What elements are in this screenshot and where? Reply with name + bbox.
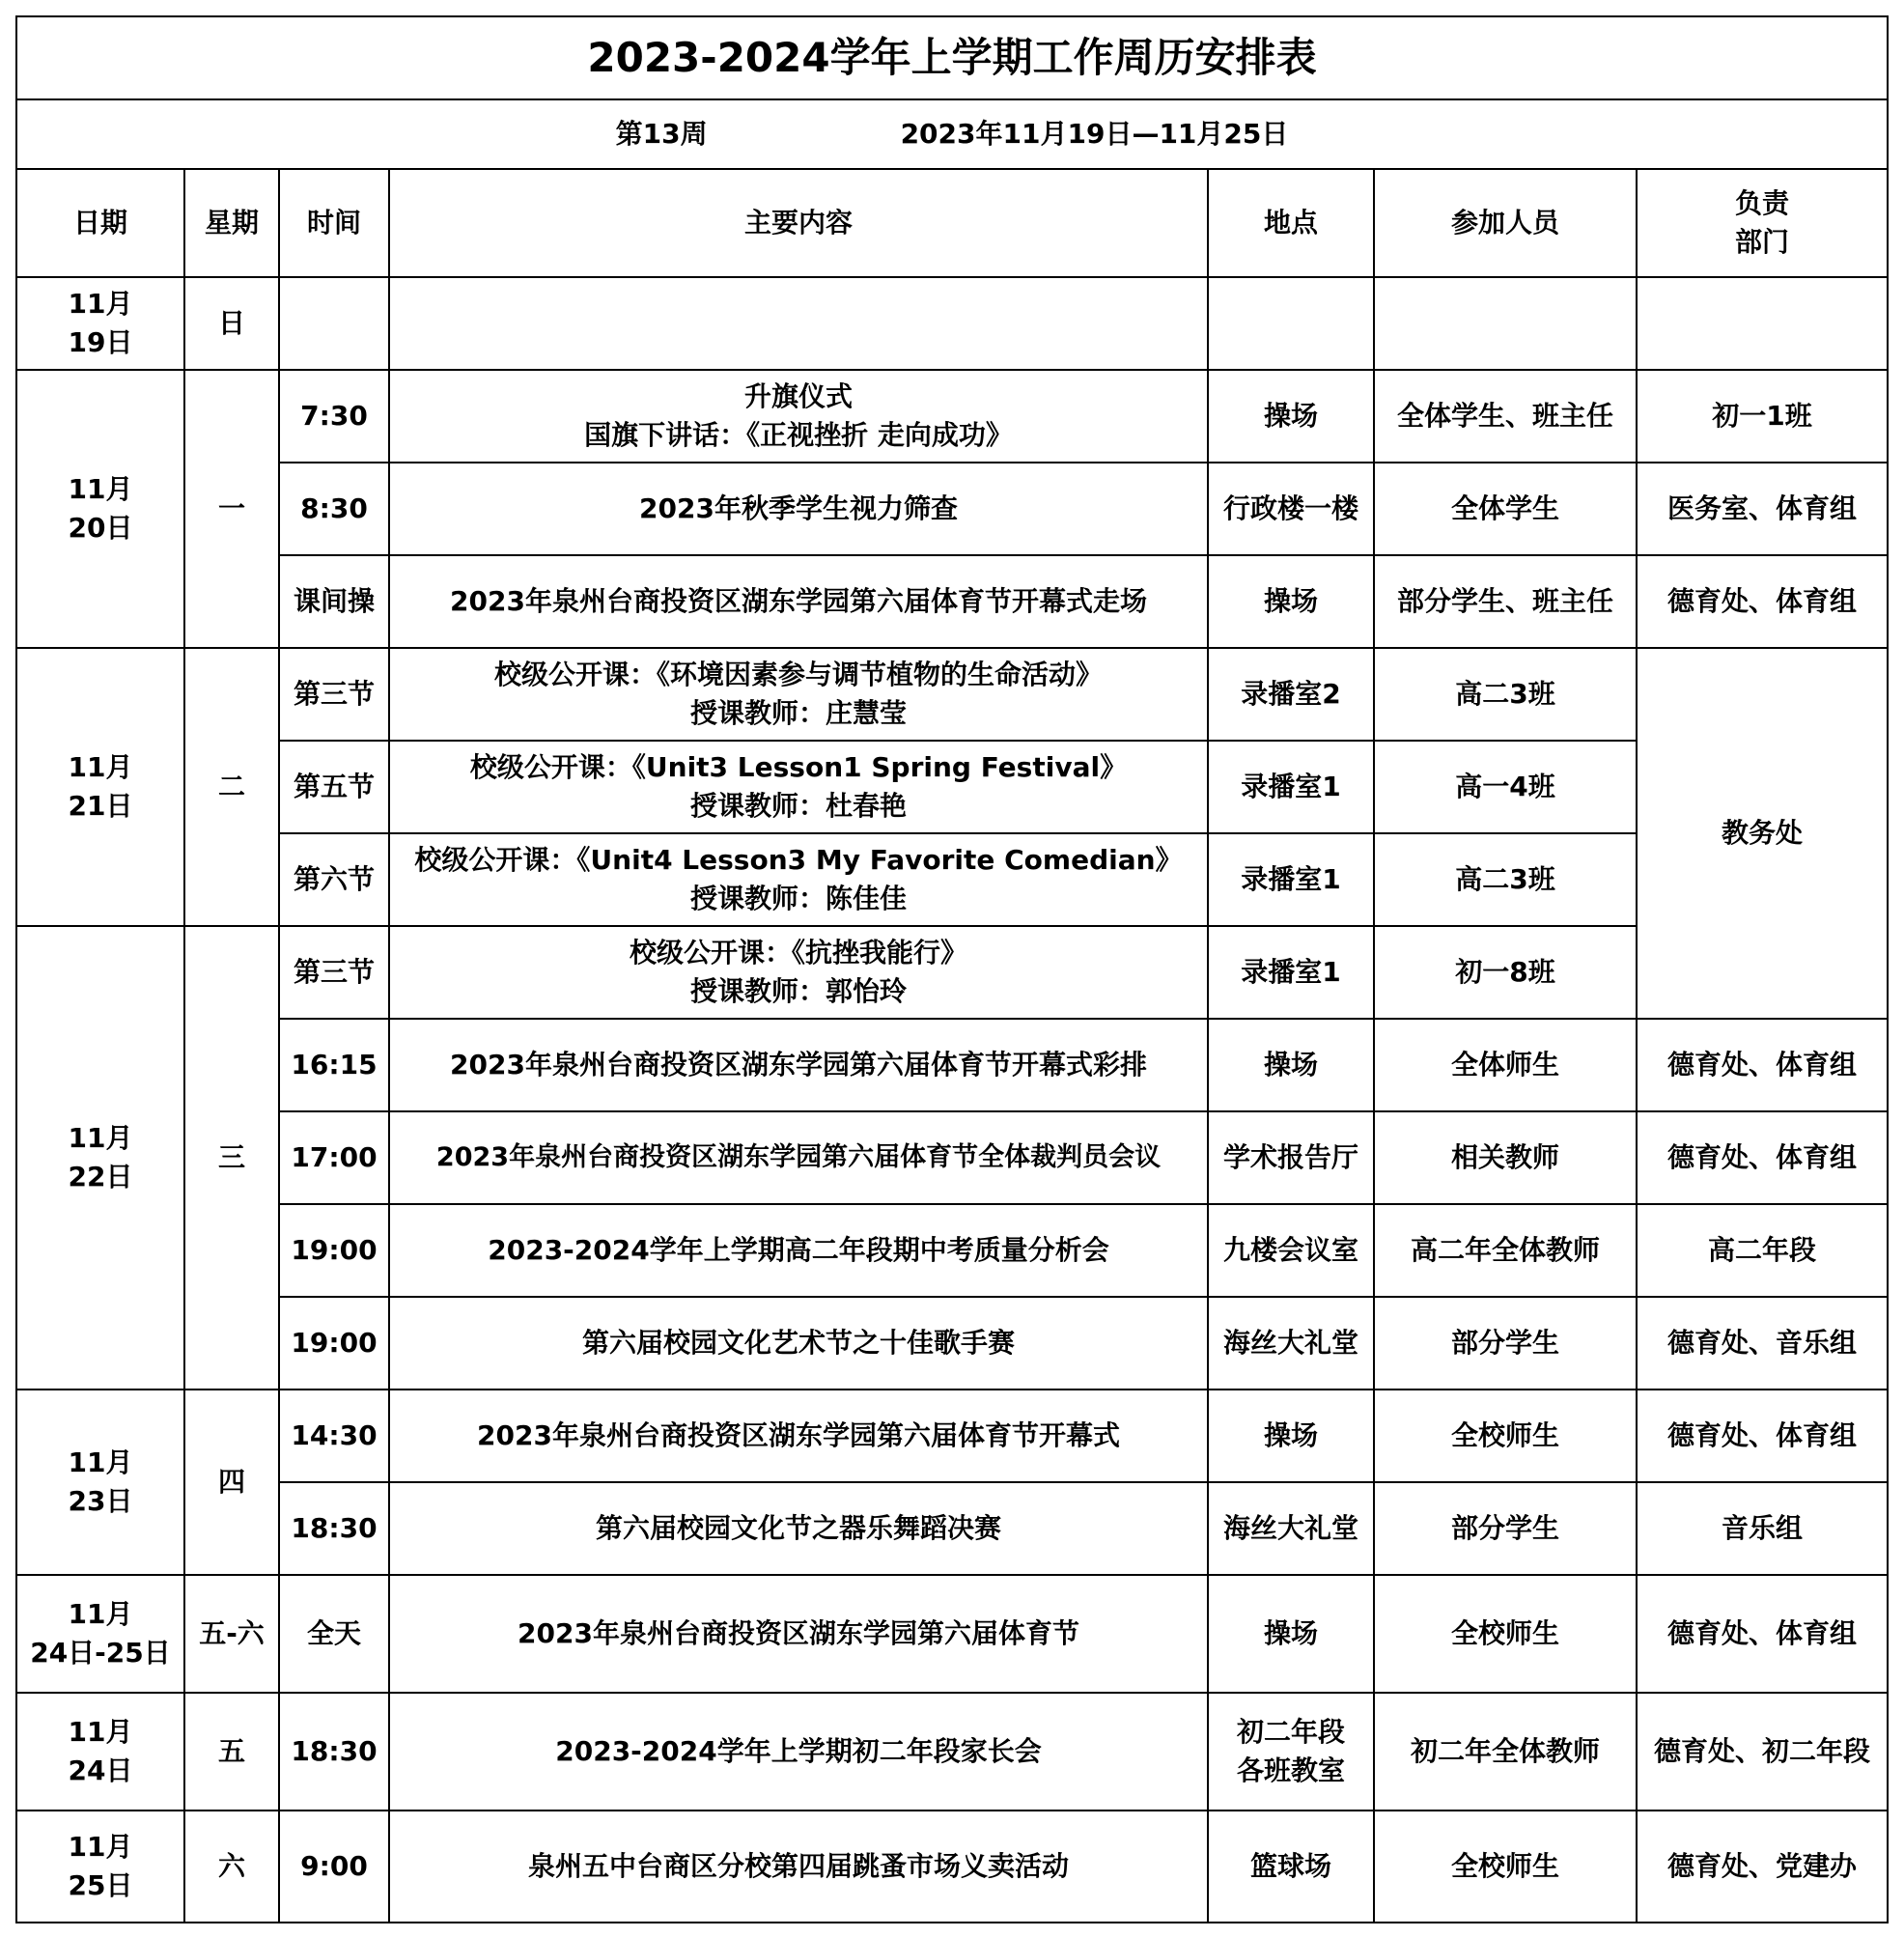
content-cell: 2023年泉州台商投资区湖东学园第六届体育节开幕式彩排 bbox=[389, 1019, 1208, 1111]
date-cell: 11月 20日 bbox=[16, 370, 184, 648]
place-cell: 操场 bbox=[1208, 1390, 1374, 1482]
place-cell: 行政楼一楼 bbox=[1208, 463, 1374, 555]
content-cell: 2023年泉州台商投资区湖东学园第六届体育节 bbox=[389, 1575, 1208, 1693]
participants-cell: 部分学生 bbox=[1374, 1482, 1637, 1575]
participants-cell: 部分学生、班主任 bbox=[1374, 555, 1637, 648]
header-time: 时间 bbox=[279, 169, 389, 277]
content-cell: 泉州五中台商区分校第四届跳蚤市场义卖活动 bbox=[389, 1811, 1208, 1923]
content-cell: 第六届校园文化艺术节之十佳歌手赛 bbox=[389, 1297, 1208, 1390]
place-cell: 学术报告厅 bbox=[1208, 1111, 1374, 1204]
table-row bbox=[16, 926, 1888, 1019]
page-title: 2023-2024学年上学期工作周历安排表 bbox=[16, 16, 1888, 99]
dept-cell: 教务处 bbox=[1637, 648, 1888, 1019]
time-cell: 第三节 bbox=[279, 648, 389, 741]
place-cell bbox=[1208, 277, 1374, 370]
participants-cell: 初二年全体教师 bbox=[1374, 1693, 1637, 1811]
header-place: 地点 bbox=[1208, 169, 1374, 277]
time-cell: 18:30 bbox=[279, 1482, 389, 1575]
participants-cell: 高二年全体教师 bbox=[1374, 1204, 1637, 1297]
date-cell: 11月 25日 bbox=[16, 1811, 184, 1923]
place-cell: 录播室1 bbox=[1208, 833, 1374, 926]
table-row bbox=[16, 741, 1888, 833]
table-row bbox=[16, 833, 1888, 926]
time-cell: 课间操 bbox=[279, 555, 389, 648]
dept-cell: 医务室、体育组 bbox=[1637, 463, 1888, 555]
participants-cell: 初一8班 bbox=[1374, 926, 1637, 1019]
weekday-cell: 三 bbox=[184, 926, 279, 1390]
date-cell: 11月 21日 bbox=[16, 648, 184, 926]
content-cell: 校级公开课：《Unit4 Lesson3 My Favorite Comedian》 授课教师：陈佳佳 bbox=[389, 833, 1208, 926]
schedule-table bbox=[15, 15, 1889, 1923]
table-row bbox=[16, 1811, 1888, 1923]
participants-cell: 全体师生 bbox=[1374, 1019, 1637, 1111]
table-row bbox=[16, 1693, 1888, 1811]
place-cell: 海丝大礼堂 bbox=[1208, 1297, 1374, 1390]
content-cell bbox=[389, 277, 1208, 370]
weekday-cell: 四 bbox=[184, 1390, 279, 1575]
participants-cell: 全体学生 bbox=[1374, 463, 1637, 555]
header-weekday: 星期 bbox=[184, 169, 279, 277]
dept-cell: 德育处、体育组 bbox=[1637, 555, 1888, 648]
dept-cell: 高二年段 bbox=[1637, 1204, 1888, 1297]
date-cell: 11月 19日 bbox=[16, 277, 184, 370]
header-content: 主要内容 bbox=[389, 169, 1208, 277]
place-cell: 录播室1 bbox=[1208, 926, 1374, 1019]
dept-cell: 德育处、党建办 bbox=[1637, 1811, 1888, 1923]
table-row bbox=[16, 1111, 1888, 1204]
table-row bbox=[16, 1390, 1888, 1482]
participants-cell: 相关教师 bbox=[1374, 1111, 1637, 1204]
header-participants: 参加人员 bbox=[1374, 169, 1637, 277]
weekday-cell: 五 bbox=[184, 1693, 279, 1811]
content-cell: 2023年泉州台商投资区湖东学园第六届体育节全体裁判员会议 bbox=[389, 1111, 1208, 1204]
participants-cell: 全校师生 bbox=[1374, 1575, 1637, 1693]
content-cell: 校级公开课：《Unit3 Lesson1 Spring Festival》 授课教师：杜春艳 bbox=[389, 741, 1208, 833]
week-label: 第13周 bbox=[615, 118, 708, 150]
table-row bbox=[16, 370, 1888, 463]
place-cell: 操场 bbox=[1208, 555, 1374, 648]
place-cell: 篮球场 bbox=[1208, 1811, 1374, 1923]
date-cell: 11月 22日 bbox=[16, 926, 184, 1390]
table-row bbox=[16, 1204, 1888, 1297]
content-cell: 校级公开课：《环境因素参与调节植物的生命活动》 授课教师：庄慧莹 bbox=[389, 648, 1208, 741]
place-cell: 九楼会议室 bbox=[1208, 1204, 1374, 1297]
content-cell: 2023-2024学年上学期高二年段期中考质量分析会 bbox=[389, 1204, 1208, 1297]
content-cell: 第六届校园文化节之器乐舞蹈决赛 bbox=[389, 1482, 1208, 1575]
time-cell bbox=[279, 277, 389, 370]
dept-cell: 德育处、体育组 bbox=[1637, 1019, 1888, 1111]
dept-cell: 初一1班 bbox=[1637, 370, 1888, 463]
content-cell: 2023年泉州台商投资区湖东学园第六届体育节开幕式 bbox=[389, 1390, 1208, 1482]
table-row bbox=[16, 1297, 1888, 1390]
time-cell: 第六节 bbox=[279, 833, 389, 926]
place-cell: 录播室2 bbox=[1208, 648, 1374, 741]
time-cell: 7:30 bbox=[279, 370, 389, 463]
place-cell: 海丝大礼堂 bbox=[1208, 1482, 1374, 1575]
place-cell: 初二年段 各班教室 bbox=[1208, 1693, 1374, 1811]
header-dept: 负责 部门 bbox=[1637, 169, 1888, 277]
table-row bbox=[16, 555, 1888, 648]
header-date: 日期 bbox=[16, 169, 184, 277]
participants-cell: 全校师生 bbox=[1374, 1811, 1637, 1923]
time-cell: 19:00 bbox=[279, 1297, 389, 1390]
weekday-cell: 五-六 bbox=[184, 1575, 279, 1693]
dept-cell: 音乐组 bbox=[1637, 1482, 1888, 1575]
time-cell: 19:00 bbox=[279, 1204, 389, 1297]
time-cell: 14:30 bbox=[279, 1390, 389, 1482]
dept-cell bbox=[1637, 277, 1888, 370]
content-cell: 升旗仪式 国旗下讲话：《正视挫折 走向成功》 bbox=[389, 370, 1208, 463]
date-cell: 11月 23日 bbox=[16, 1390, 184, 1575]
place-cell: 操场 bbox=[1208, 1019, 1374, 1111]
dept-cell: 德育处、初二年段 bbox=[1637, 1693, 1888, 1811]
time-cell: 17:00 bbox=[279, 1111, 389, 1204]
weekday-cell: 日 bbox=[184, 277, 279, 370]
content-cell: 校级公开课：《抗挫我能行》 授课教师：郭怡玲 bbox=[389, 926, 1208, 1019]
date-cell: 11月 24日 bbox=[16, 1693, 184, 1811]
dept-cell: 德育处、体育组 bbox=[1637, 1575, 1888, 1693]
participants-cell: 高二3班 bbox=[1374, 833, 1637, 926]
time-cell: 16:15 bbox=[279, 1019, 389, 1111]
participants-cell bbox=[1374, 277, 1637, 370]
dept-cell: 德育处、体育组 bbox=[1637, 1390, 1888, 1482]
table-row bbox=[16, 463, 1888, 555]
content-cell: 2023年泉州台商投资区湖东学园第六届体育节开幕式走场 bbox=[389, 555, 1208, 648]
place-cell: 操场 bbox=[1208, 1575, 1374, 1693]
weekday-cell: 二 bbox=[184, 648, 279, 926]
week-range: 2023年11月19日—11月25日 bbox=[900, 118, 1289, 150]
dept-cell: 德育处、体育组 bbox=[1637, 1111, 1888, 1204]
content-cell: 2023-2024学年上学期初二年段家长会 bbox=[389, 1693, 1208, 1811]
content-cell: 2023年秋季学生视力筛查 bbox=[389, 463, 1208, 555]
participants-cell: 全校师生 bbox=[1374, 1390, 1637, 1482]
weekday-cell: 一 bbox=[184, 370, 279, 648]
time-cell: 第三节 bbox=[279, 926, 389, 1019]
time-cell: 9:00 bbox=[279, 1811, 389, 1923]
table-row bbox=[16, 1575, 1888, 1693]
participants-cell: 高一4班 bbox=[1374, 741, 1637, 833]
table-row bbox=[16, 277, 1888, 370]
dept-cell: 德育处、音乐组 bbox=[1637, 1297, 1888, 1390]
table-row bbox=[16, 1019, 1888, 1111]
table-row bbox=[16, 1482, 1888, 1575]
weekday-cell: 六 bbox=[184, 1811, 279, 1923]
place-cell: 录播室1 bbox=[1208, 741, 1374, 833]
week-info bbox=[16, 99, 1888, 169]
participants-cell: 全体学生、班主任 bbox=[1374, 370, 1637, 463]
header-row bbox=[16, 169, 1888, 277]
time-cell: 8:30 bbox=[279, 463, 389, 555]
time-cell: 全天 bbox=[279, 1575, 389, 1693]
place-cell: 操场 bbox=[1208, 370, 1374, 463]
date-cell: 11月 24日-25日 bbox=[16, 1575, 184, 1693]
table-row bbox=[16, 648, 1888, 741]
time-cell: 第五节 bbox=[279, 741, 389, 833]
participants-cell: 高二3班 bbox=[1374, 648, 1637, 741]
time-cell: 18:30 bbox=[279, 1693, 389, 1811]
participants-cell: 部分学生 bbox=[1374, 1297, 1637, 1390]
